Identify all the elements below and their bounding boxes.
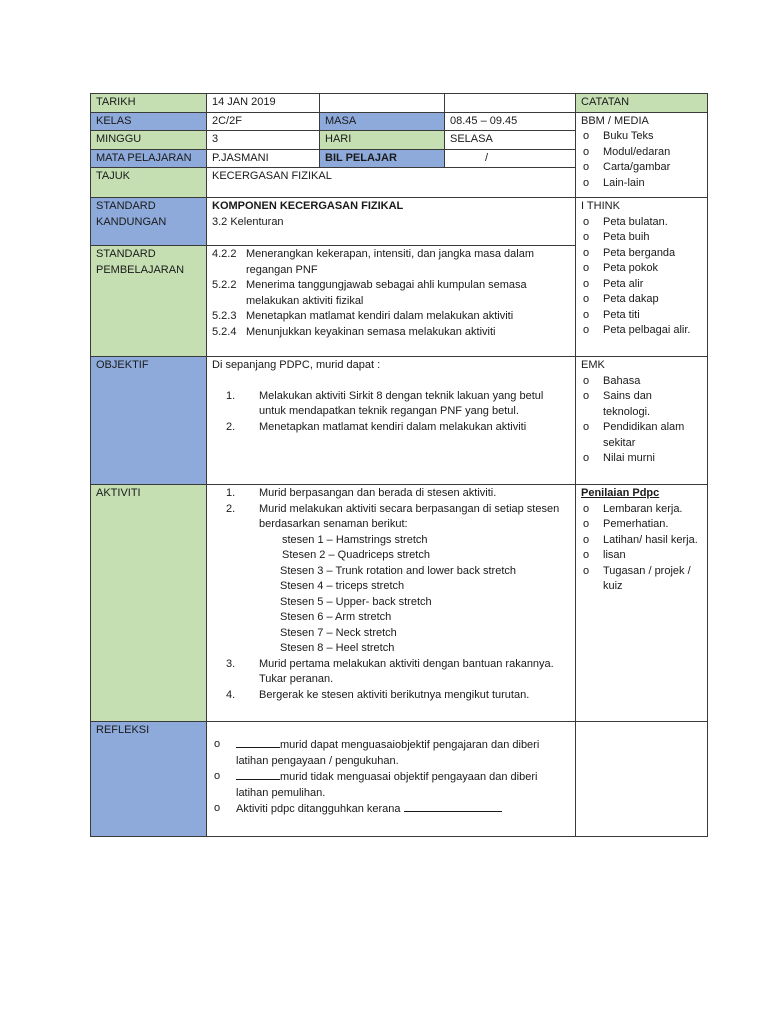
hari-value: SELASA [445,131,576,150]
item-number: 2. [226,502,236,515]
minggu-value: 3 [207,131,320,150]
item-number: 3. [226,657,236,670]
list-item [212,688,570,704]
list-item: o Pemerhatian. [581,517,702,533]
list-item: o Peta titi [581,308,702,324]
blank-line [404,801,502,812]
list-item: o Lembaran kerja. [581,502,702,518]
item-text: Menetapkan matlamat kendiri dalam melakukan aktiviti [246,310,514,322]
list-item [212,769,570,801]
label-line: PEMBELAJARAN [96,263,185,276]
list-item: o lisan [581,548,702,564]
row-refleksi [91,722,708,837]
penilaian-list [581,502,702,595]
lesson-plan-table [90,93,708,837]
list-item [212,389,570,420]
ithink-title: I THINK [581,200,620,212]
minggu-label: MINGGU [91,131,207,150]
item-text: Menerangkan kekerapan, intensiti, dan jangka masa dalam regangan PNF [246,248,535,276]
item-number: 5.2.3 [212,310,237,322]
list-item: o Bahasa [581,374,702,390]
item-text: murid dapat menguasaiobjektif pengajaran dan diberi latihan pengayaan / pengukuhan. [236,739,540,767]
row-standard-kandungan [91,198,708,246]
emk-cell [576,357,708,485]
row-tarikh [91,94,708,113]
bil-pelajar-label: BIL PELAJAR [320,149,445,168]
item-text: Menerima tanggungjawab sebagai ahli kumpulan semasa melakukan aktiviti fizikal [246,279,527,307]
blank-line [236,737,280,748]
refleksi-label: REFLEKSI [91,722,207,837]
list-item: o Buku Teks [581,129,702,145]
mata-pelajaran-label: MATA PELAJARAN [91,149,207,168]
list-item: o Peta bulatan. [581,215,702,231]
list-item [212,737,570,769]
standard-kandungan-content [207,198,576,246]
empty-cell [320,94,445,113]
standard-kandungan-heading: KOMPONEN KECERGASAN FIZIKAL [212,200,404,212]
list-item [212,657,570,688]
item-text: Bergerak ke stesen aktiviti berikutnya mengikut turutan. [259,688,530,701]
list-item: o Peta pelbagai alir. [581,323,702,339]
stesen-item: stesen 1 – Hamstrings stretch [282,533,428,546]
item-text: Melakukan aktiviti Sirkit 8 dengan teknik lakuan yang betul untuk mendapatkan teknik regangan PNF yang betul. [259,389,544,417]
aktiviti-list [212,486,570,533]
list-item [212,801,570,818]
tajuk-value: KECERGASAN FIZIKAL [207,168,576,198]
standard-kandungan-label [91,198,207,246]
standard-pembelajaran-list [212,247,570,340]
row-aktiviti [91,485,708,722]
mata-pelajaran-value: P.JASMANI [207,149,320,168]
aktiviti-label: AKTIVITI [91,485,207,722]
row-objektif [91,357,708,485]
list-item [212,325,570,341]
list-item [212,502,570,533]
bbm-media-title: BBM / MEDIA [581,114,649,127]
kelas-value: 2C/2F [207,112,320,131]
refleksi-list [212,737,570,818]
standard-pembelajaran-label [91,246,207,357]
objektif-label: OBJEKTIF [91,357,207,485]
list-item: o Peta berganda [581,246,702,262]
penilaian-title: Penilaian Pdpc [581,487,660,499]
item-text: Aktiviti pdpc ditangguhkan kerana [236,803,401,815]
list-item: o Latihan/ hasil kerja. [581,533,702,549]
objektif-content [207,357,576,485]
standard-kandungan-item: 3.2 Kelenturan [212,215,284,228]
item-text: Murid pertama melakukan aktiviti dengan bantuan rakannya. Tukar peranan. [259,657,554,685]
list-item [212,247,570,278]
list-item: o Nilai murni [581,451,702,467]
list-item: o Peta alir [581,277,702,293]
list-item [212,309,570,325]
stesen-item: Stesen 8 – Heel stretch [280,642,395,654]
masa-value: 08.45 – 09.45 [445,112,576,131]
row-kelas [91,112,708,131]
stesen-item: Stesen 5 – Upper- back stretch [280,595,432,608]
emk-title: EMK [581,359,605,371]
label-line: STANDARD [96,200,156,212]
ithink-cell [576,198,708,357]
item-number: 2. [226,420,236,433]
list-item: o Lain-lain [581,176,702,192]
label-line: STANDARD [96,248,156,260]
list-item [212,486,570,502]
list-item: o Peta buih [581,230,702,246]
item-number: 1. [226,487,236,499]
stesen-item: Stesen 6 – Arm stretch [280,611,392,623]
bbm-media-cell [576,112,708,198]
penilaian-cell [576,485,708,722]
item-number: 1. [226,389,236,402]
list-item: o Peta dakap [581,292,702,308]
bbm-media-list [581,129,702,191]
tarikh-value: 14 JAN 2019 [207,94,320,113]
kelas-label: KELAS [91,112,207,131]
aktiviti-content [207,485,576,722]
masa-label: MASA [320,112,445,131]
stesen-item: Stesen 3 – Trunk rotation and lower back stretch [280,564,517,577]
list-item [212,420,570,436]
emk-list [581,374,702,467]
objektif-list [212,389,570,436]
item-number: 4.2.2 [212,248,237,260]
objektif-intro: Di sepanjang PDPC, murid dapat : [212,359,381,371]
stesen-item: Stesen 7 – Neck stretch [280,626,397,639]
standard-pembelajaran-content [207,246,576,357]
hari-label: HARI [320,131,445,150]
stesen-item: Stesen 4 – triceps stretch [280,580,405,592]
list-item [212,278,570,309]
bil-pelajar-value: / [445,149,576,168]
blank-line [236,769,280,780]
list-item: o Tugasan / projek / kuiz [581,564,702,595]
ithink-list [581,215,702,339]
tajuk-label: TAJUK [91,168,207,198]
list-item: o Carta/gambar [581,160,702,176]
item-text: murid tidak menguasai objektif pengayaan dan diberi latihan pemulihan. [236,771,538,799]
item-text: Murid berpasangan dan berada di stesen aktiviti. [259,487,497,499]
empty-cell [445,94,576,113]
list-item: o Peta pokok [581,261,702,277]
refleksi-content [207,722,576,837]
catatan-label: CATATAN [576,94,708,113]
item-number: 4. [226,688,236,701]
label-line: KANDUNGAN [96,215,167,228]
list-item: o Sains dan teknologi. [581,389,702,420]
aktiviti-list-continued [212,657,570,704]
list-item: o Modul/edaran [581,145,702,161]
item-number: 5.2.4 [212,325,237,338]
tarikh-label: TARIKH [91,94,207,113]
stesen-item: Stesen 2 – Quadriceps stretch [282,549,430,561]
item-text: Murid melakukan aktiviti secara berpasangan di setiap stesen berdasarkan senaman berikut: [259,502,560,530]
list-item: o Pendidikan alam sekitar [581,420,702,451]
item-text: Menunjukkan keyakinan semasa melakukan aktiviti [246,325,496,338]
item-text: Menetapkan matlamat kendiri dalam melakukan aktiviti [259,420,527,433]
item-number: 5.2.2 [212,279,237,291]
empty-cell [576,722,708,837]
